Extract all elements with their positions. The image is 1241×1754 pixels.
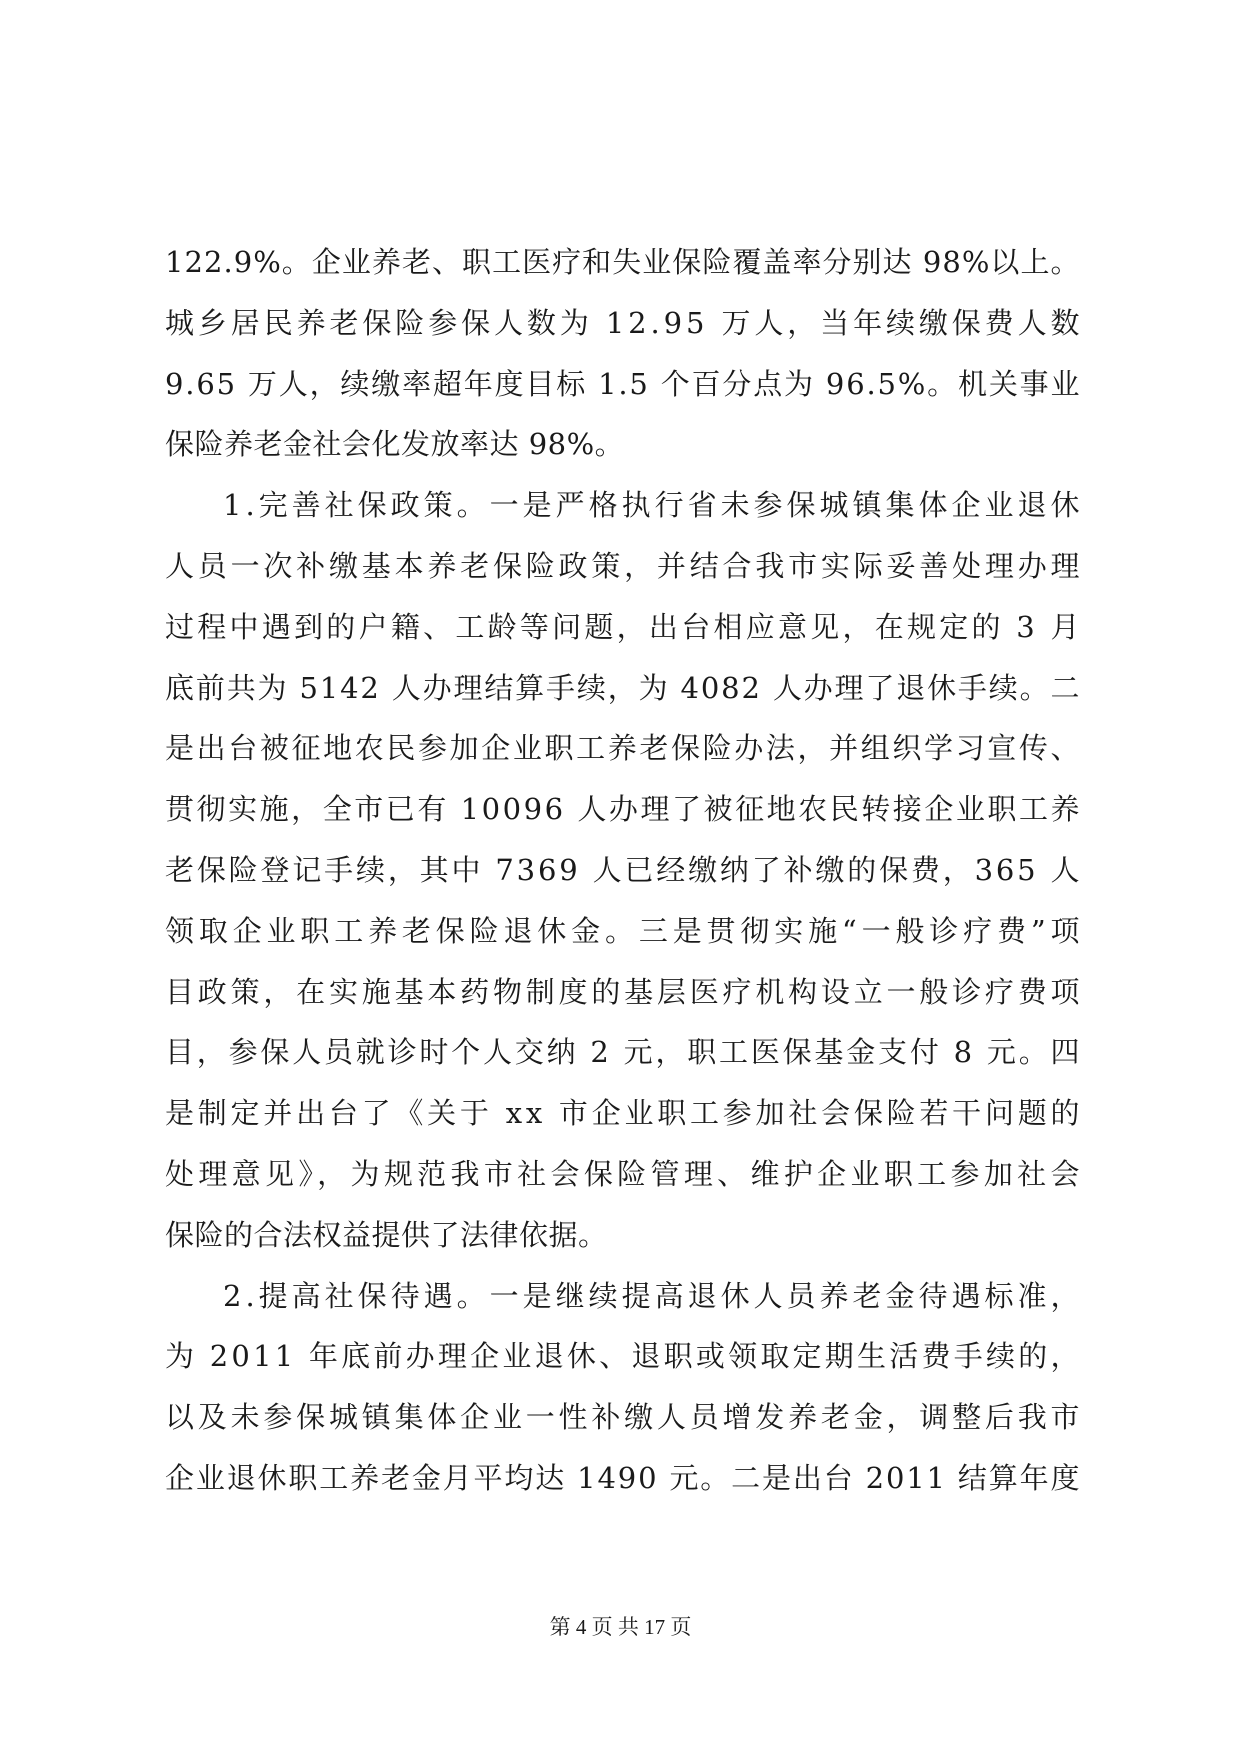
text-line: 9.65 万人，续缴率超年度目标 1.5 个百分点为 96.5%。机关事业 (165, 366, 1082, 401)
text-line: 以及未参保城镇集体企业一性补缴人员增发养老金，调整后我市 (165, 1400, 1084, 1435)
text-line: 目，参保人员就诊时个人交纳 2 元，职工医保基金支付 8 元。四 (165, 1035, 1083, 1070)
text-line: 是出台被征地农民参加企业职工养老保险办法，并组织学习宣传、 (165, 731, 1083, 766)
text-line: 领取企业职工养老保险退休金。三是贯彻实施“一般诊疗费”项 (165, 913, 1085, 948)
text-line: 贯彻实施，全市已有 10096 人办理了被征地农民转接企业职工养 (165, 792, 1083, 827)
page-number-footer: 第 4 页 共 17 页 (549, 1615, 692, 1639)
text-line: 1.完善社保政策。一是严格执行省未参保城镇集体企业退休 (223, 488, 1084, 523)
text-line: 保险的合法权益提供了法律依据。 (165, 1217, 608, 1252)
text-line: 是制定并出台了《关于 xx 市企业职工参加社会保险若干问题的 (165, 1096, 1084, 1131)
text-line: 122.9%。企业养老、职工医疗和失业保险覆盖率分别达 98%以上。 (165, 245, 1081, 279)
text-line: 保险养老金社会化发放率达 98%。 (165, 427, 625, 462)
text-line: 企业退休职工养老金月平均达 1490 元。二是出台 2011 结算年度 (165, 1460, 1082, 1495)
text-line: 老保险登记手续，其中 7369 人已经缴纳了补缴的保费，365 人 (165, 852, 1083, 887)
text-line: 处理意见》，为规范我市社会保险管理、维护企业职工参加社会 (165, 1156, 1084, 1191)
text-line: 为 2011 年底前办理企业退休、退职或领取定期生活费手续的， (165, 1339, 1083, 1374)
text-line: 过程中遇到的户籍、工龄等问题，出台相应意见，在规定的 3 月 (165, 609, 1083, 644)
body-text (165, 232, 1085, 1509)
text-line: 底前共为 5142 人办理结算手续，为 4082 人办理了退休手续。二 (165, 670, 1082, 705)
text-line: 城乡居民养老保险参保人数为 12.95 万人，当年续缴保费人数 (165, 305, 1084, 340)
text-line: 人员一次补缴基本养老保险政策，并结合我市实际妥善处理办理 (165, 548, 1084, 583)
text-line: 2.提高社保待遇。一是继续提高退休人员养老金待遇标准， (223, 1278, 1084, 1313)
text-line: 目政策，在实施基本药物制度的基层医疗机构设立一般诊疗费项 (165, 974, 1084, 1009)
